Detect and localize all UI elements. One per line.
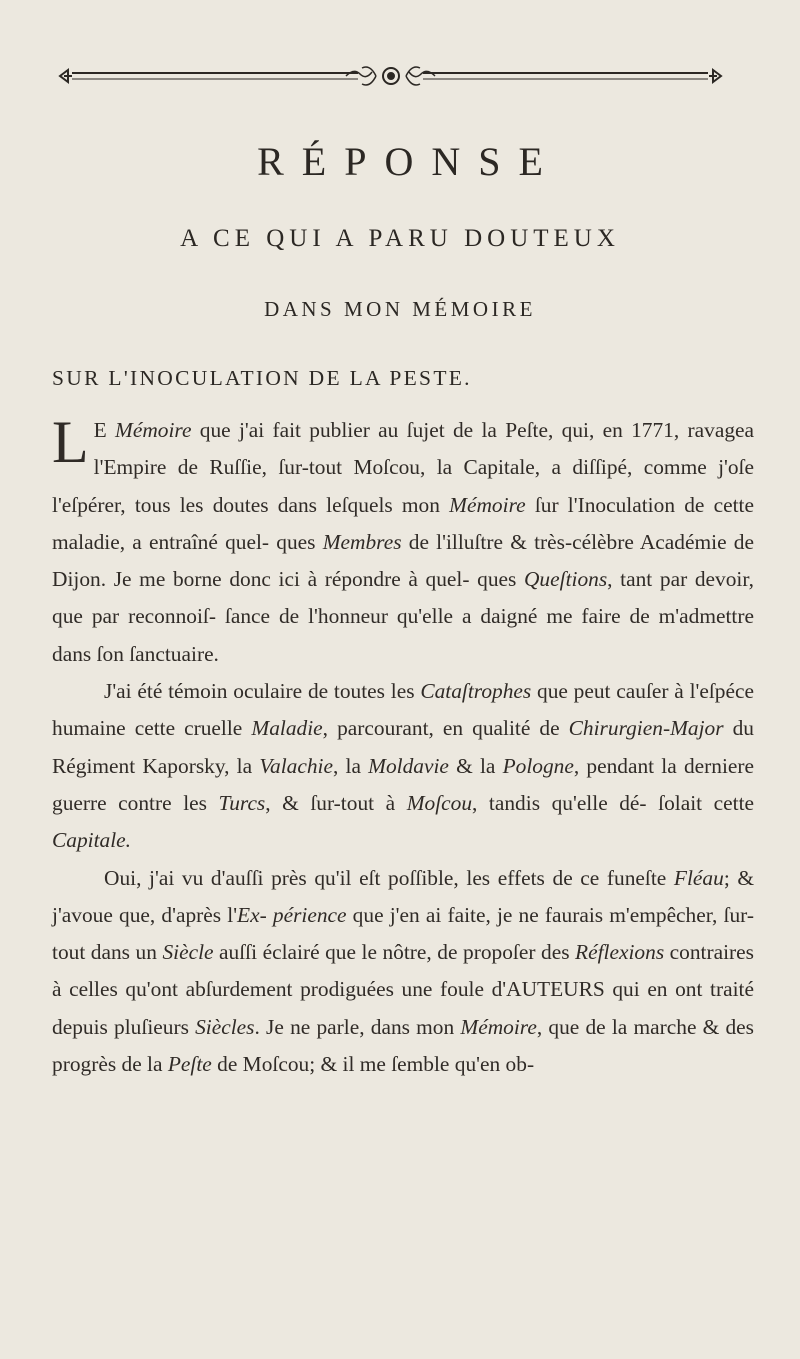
text-run: ſance de l'honneur qu'elle a daigné me faire de [224, 604, 650, 629]
paragraph-1 [52, 409, 755, 673]
text-run: ; & j'avoue que, d'après l' [52, 865, 755, 927]
italic-run: Mémoire [115, 418, 192, 442]
paragraph-2 [52, 673, 754, 859]
italic-run: Fléau [673, 865, 724, 890]
text-run: de Dijon. Je me borne donc ici à répondre à quel- [52, 529, 754, 592]
body-text [52, 409, 755, 1083]
text-run: , la [332, 753, 369, 778]
italic-run: Ex- [237, 902, 267, 927]
italic-run: Pologne [502, 753, 574, 778]
text-run: m'admettre dans ſon ſanctuaire. [52, 604, 754, 666]
text-run: du Régiment Kaporsky, la [52, 716, 754, 778]
page-subtitle-line-2: DANS MON MÉMOIRE [264, 297, 536, 321]
text-run: ſur-tout Moſcou, la Capitale, a diſſipé, comme j'oſe [278, 455, 754, 480]
italic-run: Siècle [162, 940, 214, 965]
italic-run: Cataſtrophes [420, 679, 532, 704]
text-run: , que de la marche & des progrès [52, 1014, 754, 1077]
text-run: , tant par devoir, que par reconnoiſ- [52, 567, 754, 629]
text-run: J'ai été témoin oculaire de toutes les [104, 679, 421, 704]
text-run: & la [456, 753, 503, 778]
italic-run: Turcs [218, 790, 266, 815]
italic-run: Mémoire [449, 492, 526, 517]
text-run: les [183, 790, 219, 815]
italic-run: Moldavie [368, 753, 449, 778]
text-run: E [93, 418, 116, 442]
text-run: . Je ne parle, [254, 1014, 365, 1039]
text-run: ſur l'Inoculation de cette maladie, a entraîné quel- [52, 492, 754, 554]
text-run: Oui, j'ai vu d'auſſi près qu'il eſt poſſible, les effets [104, 865, 545, 890]
text-run: que j'en ai faite, je ne faurais m'empêcher, [346, 902, 718, 927]
text-run: auſſi éclairé que le nôtre, de [213, 940, 458, 965]
text-run: ques [477, 567, 524, 592]
text-run: que peut cauſer à l'eſpéce humaine cette cruelle [52, 679, 754, 741]
text-run: que j'ai fait publier au ſujet de la [191, 418, 497, 442]
page-subtitle-line-3: SUR L'INOCULATION DE LA PESTE. [52, 366, 472, 390]
italic-run: périence [272, 902, 347, 927]
page-title: RÉPONSE [257, 139, 561, 184]
italic-run: Valachie [259, 753, 333, 778]
text-run: de l'illuſtre & très-célèbre Académie [401, 529, 727, 554]
text-run: ques [276, 529, 323, 554]
drop-cap: L [52, 409, 89, 475]
text-run: , parcourant, en qualité de [322, 716, 569, 741]
page-subtitle: A CE QUI A PARU DOUTEUX [180, 225, 620, 252]
paragraph-3 [52, 860, 754, 1084]
text-run: de la [121, 1052, 168, 1077]
text-run: Peſte, qui, en 1771, ravagea l'Empire de Ruſſie, [93, 418, 755, 480]
italic-run: Siècles [195, 1014, 255, 1039]
italic-run: Capitale. [52, 828, 132, 853]
text-run: dans mon [370, 1014, 461, 1039]
text-run: abſurdement prodiguées une foule d'AUTEURS qui [185, 977, 640, 1002]
text-run: ſur-tout dans un [52, 902, 754, 965]
text-run: en ont traité depuis pluſieurs [52, 977, 754, 1039]
text-run: , & ſur-tout à [265, 790, 407, 815]
text-run: de ce funeſte [552, 865, 674, 890]
text-run: , tandis qu'elle dé- [472, 790, 647, 815]
italic-run: Queſtions [523, 567, 608, 592]
italic-run: Chirurgien-Major [568, 716, 724, 741]
text-run: l'eſpérer, tous les doutes dans leſquels mon [52, 492, 450, 517]
text-run: , pendant la derniere guerre contre [52, 753, 755, 815]
italic-run: Moſcou [406, 790, 473, 815]
headpiece-ornament [58, 60, 723, 94]
italic-run: Peſte [167, 1052, 212, 1077]
text-run: propoſer des [463, 940, 576, 965]
italic-run: Maladie [251, 716, 323, 741]
text-run: de Moſcou; & il me ſemble qu'en ob- [211, 1052, 535, 1077]
text-run: contraires à celles qu'ont [52, 940, 754, 1002]
text-run: ſolait cette [658, 790, 755, 815]
italic-run: Réflexions [575, 940, 665, 965]
italic-run: Mémoire [460, 1014, 537, 1039]
italic-run: Membres [322, 529, 402, 554]
